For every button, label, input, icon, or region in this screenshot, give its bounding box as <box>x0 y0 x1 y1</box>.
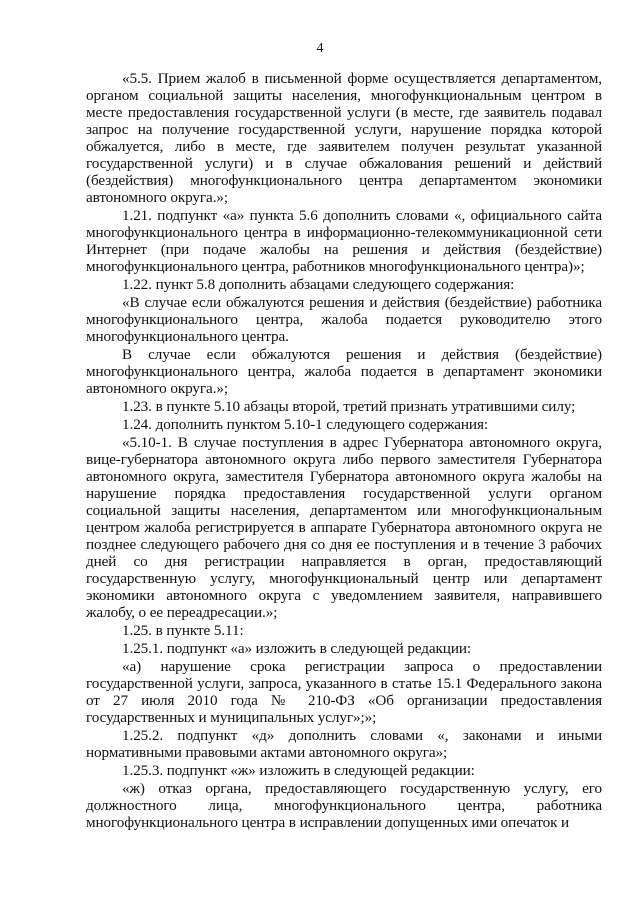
page-number: 4 <box>316 41 324 56</box>
paragraph-5-10-1: «5.10-1. В случае поступления в адрес Губернатора автономного округа, вице-губернатора автономного округа либо первого заместителя Губернатора автономного округа, заместителя Губернатора автономного округа жалобы на нарушение порядка предоставления государственной услуги органом социальной защиты населения, департаментом или многофункциональным центром жалоба регистрируется в аппарате Губернатора автономного округа не позднее следующего рабочего дня со дня ее поступления и в течение 3 рабочих дней со дня регистрации направляется в орган, предоставляющий государственную услугу, многофункциональный центр или департамент экономики автономного округа с уведомлением заявителя, направившего жалобу, о ее переадресации.»; <box>86 434 602 621</box>
paragraph-1-25-2: 1.25.2. подпункт «д» дополнить словами «, законами и иными нормативными правовыми актами автономного округа»; <box>86 727 602 761</box>
paragraph-1-22-quote-2: В случае если обжалуются решения и действия (бездействие) многофункционального центра, жалоба подается в департамент экономики автономного округа.»; <box>86 346 602 397</box>
paragraph-1-22: 1.22. пункт 5.8 дополнить абзацами следующего содержания: <box>122 276 515 293</box>
paragraph-5-5: «5.5. Прием жалоб в письменной форме осуществляется департаментом, органом социальной защиты населения, многофункциональным центром в месте предоставления государственной услуги (в месте, где заявитель подавал запрос на получение государственной услуги, нарушение порядка которой обжалуется, либо в месте, где заявителем получен результат указанной государственной услуги) и в случае обжалования решений и действий (бездействия) многофункционального центра департаментом экономики автономного округа.»; <box>86 70 602 206</box>
paragraph-1-21: 1.21. подпункт «а» пункта 5.6 дополнить словами «, официального сайта многофункционального центра в информационно-телекоммуникационной сети Интернет (при подаче жалобы на решения и действия (бездействие) многофункционального центра, работников многофункционального центра)»; <box>86 207 602 275</box>
paragraph-1-22-quote-1: «В случае если обжалуются решения и действия (бездействие) работника многофункционального центра, жалоба подается руководителю этого многофункционального центра. <box>86 294 602 345</box>
document-body <box>86 70 602 832</box>
paragraph-1-24: 1.24. дополнить пунктом 5.10-1 следующего содержания: <box>122 416 488 433</box>
paragraph-1-25-3: 1.25.3. подпункт «ж» изложить в следующей редакции: <box>122 762 475 779</box>
paragraph-1-23: 1.23. в пункте 5.10 абзацы второй, третий признать утратившими силу; <box>122 398 576 415</box>
paragraph-1-25-1: 1.25.1. подпункт «а» изложить в следующей редакции: <box>122 640 472 657</box>
paragraph-1-25: 1.25. в пункте 5.11: <box>122 622 244 639</box>
paragraph-1-25-3-text: «ж) отказ органа, предоставляющего государственную услугу, его должностного лица, многофункционального центра, работника многофункционального центра в исправлении допущенных ими опечаток и <box>86 780 602 831</box>
paragraph-1-25-1-text: «а) нарушение срока регистрации запроса о предоставлении государственной услуги, запроса, указанного в статье 15.1 Федерального закона от 27 июля 2010 года № 210-ФЗ «Об организации предоставления государственных и муниципальных услуг»;»; <box>86 658 602 726</box>
